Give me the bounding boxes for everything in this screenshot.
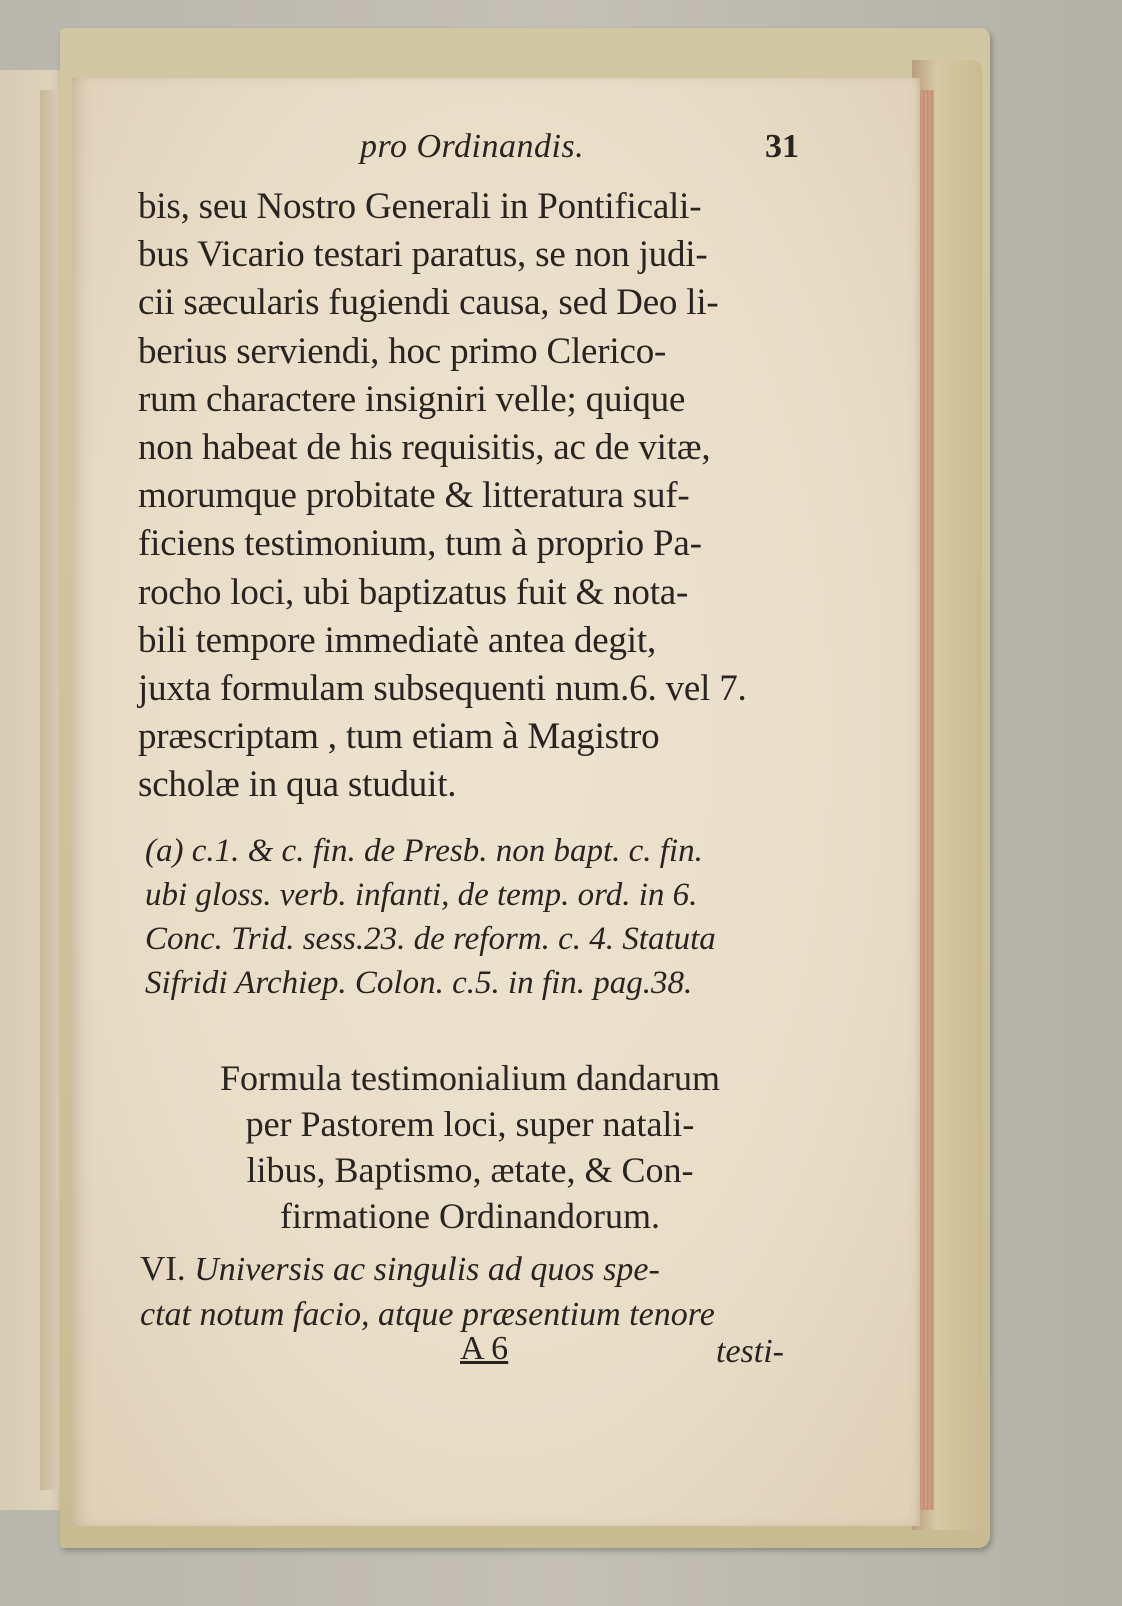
footnote-line: Sifridi Archiep. Colon. c.5. in fin. pag.38.: [145, 965, 693, 1001]
text-line: bus Vicario testari paratus, se non judi-: [138, 234, 708, 276]
text-line: morumque probitate & litteratura suf-: [138, 475, 690, 517]
footnote-line: Conc. Trid. sess.23. de reform. c. 4. Statuta: [145, 921, 716, 957]
heading-line: per Pastorem loci, super natali-: [245, 1104, 695, 1144]
running-title: pro Ordinandis.: [360, 128, 585, 165]
main-text-block: [138, 183, 818, 809]
text-line: bis, seu Nostro Generali in Pontificali-: [138, 186, 702, 227]
signature-mark: A 6: [460, 1330, 509, 1367]
formula-heading: [150, 1055, 830, 1239]
text-line: scholæ in qua studuit.: [138, 764, 457, 806]
section-line: [140, 1246, 820, 1292]
text-line: bili tempore immediatè antea degit,: [138, 619, 657, 661]
catchword: testi-: [716, 1333, 784, 1370]
section-number: VI.: [140, 1249, 186, 1288]
text-line: juxta formulam subsequenti num.6. vel 7.: [138, 667, 747, 709]
text-line: rum charactere insigniri velle; quique: [138, 378, 686, 420]
footnote-block: [145, 829, 825, 1005]
heading-line: Formula testimonialium dandarum: [220, 1058, 720, 1098]
text-line: cii sæcularis fugiendi causa, sed Deo li-: [138, 282, 719, 324]
heading-line: libus, Baptismo, ætate, & Con-: [246, 1150, 694, 1190]
heading-line: firmatione Ordinandorum.: [280, 1196, 660, 1236]
text-line: rocho loci, ubi baptizatus fuit & nota-: [138, 571, 689, 613]
text-line: ficiens testimonium, tum à proprio Pa-: [138, 523, 702, 565]
section-line: ctat notum facio, atque præsentium tenore: [140, 1296, 715, 1333]
section-vi-text: [140, 1246, 820, 1338]
folio-number: 31: [765, 128, 799, 165]
section-line-text: Universis ac singulis ad quos spe-: [185, 1251, 660, 1288]
text-line: non habeat de his requisitis, ac de vitæ,: [138, 426, 711, 468]
text-line: berius serviendi, hoc primo Clerico-: [138, 330, 667, 372]
footnote-line: (a) c.1. & c. fin. de Presb. non bapt. c. fin.: [145, 833, 703, 869]
text-line: præscriptam , tum etiam à Magistro: [138, 716, 660, 758]
footnote-line: ubi gloss. verb. infanti, de temp. ord. in 6.: [145, 877, 698, 913]
